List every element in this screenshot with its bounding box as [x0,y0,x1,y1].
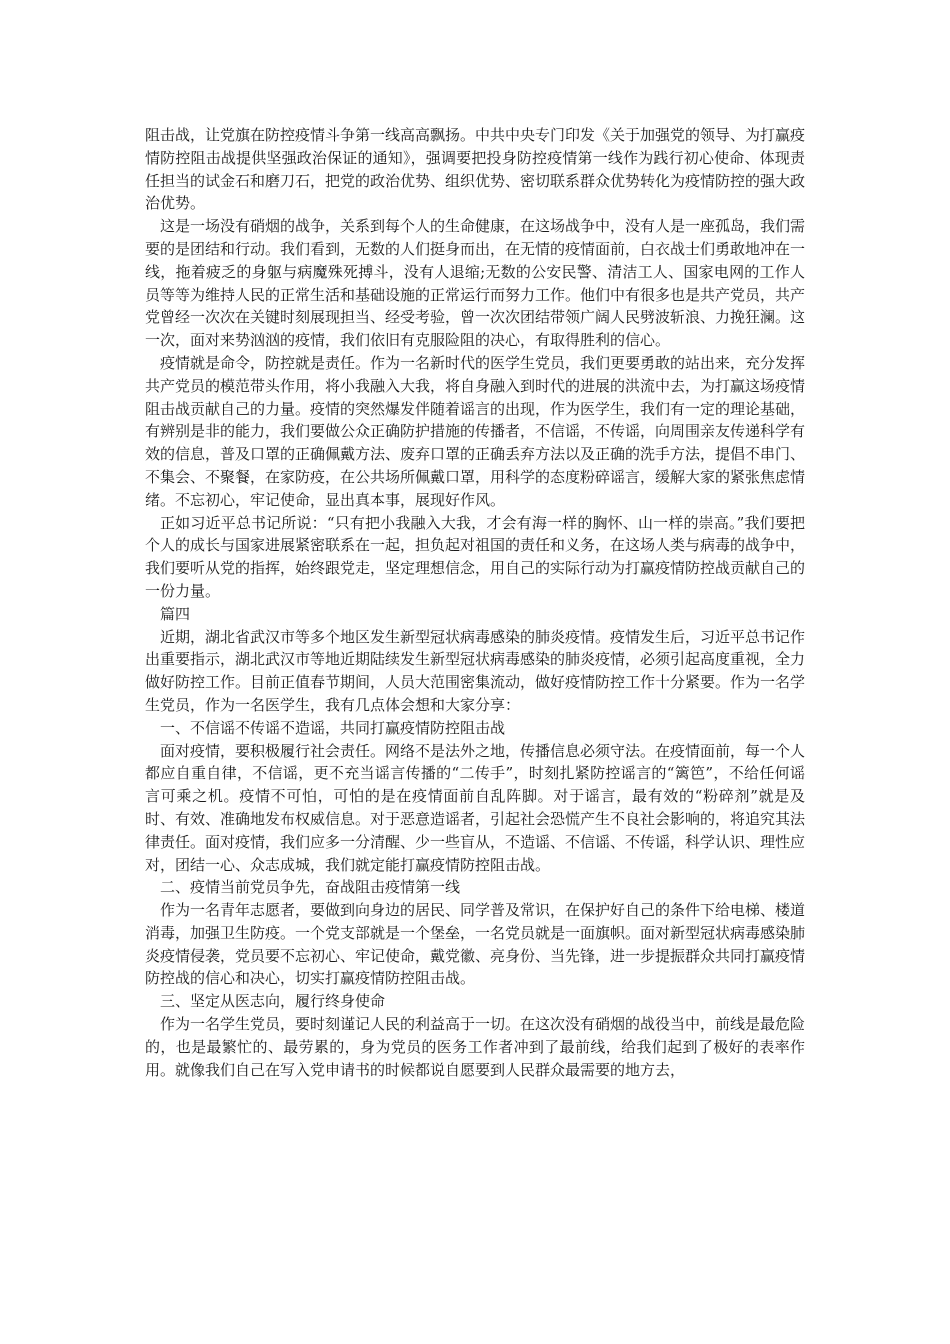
section-heading-3: 三、坚定从医志向，履行终身使命 [160,992,386,1011]
paragraph-3: 疫情就是命令，防控就是责任。作为一名新时代的医学生党员，我们更要勇敢的站出来，充分发挥共产党员的模范带头作用，将小我融入大我，将自身融入到时代的进展的洪流中去，为打赢这场疫情阻击战贡献自己的力量。疫情的突然爆发伴随着谣言的出现，作为医学生，我们有一定的理论基础，有辨别是非的能力，我们要做公众正确防护措施的传播者，不信谣，不传谣，向周围亲友传递科学有效的信息，普及口罩的正确佩戴方法、废弃口罩的正确丢弃方法以及正确的洗手方法，提倡不串门、不集会、不聚餐，在家防疫，在公共场所佩戴口罩，用科学的态度粉碎谣言，缓解大家的紧张焦虑情绪。不忘初心，牢记使命，显出真本事，展现好作风。 [145,353,806,509]
paragraph-8: 作为一名学生党员，要时刻谨记人民的利益高于一切。在这次没有硝烟的战役当中，前线是最危险的，也是最繁忙的、最劳累的，身为党员的医务工作者冲到了最前线，给我们起到了极好的表率作用。就像我们自己在写入党申请书的时候都说自愿要到人民群众最需要的地方去， [145,1015,806,1079]
paragraph-6: 面对疫情，要积极履行社会责任。网络不是法外之地，传播信息必须守法。在疫情面前，每一个人都应自重自律，不信谣，更不充当谣言传播的“二传手”，时刻扎紧防控谣言的“篱笆”，不给任何谣言可乘之机。疫情不可怕，可怕的是在疫情面前自乱阵脚。对于谣言，最有效的“粉碎剂”就是及时、有效、准确地发布权威信息。对于恶意造谣者，引起社会恐慌产生不良社会影响的，将追究其法律责任。面对疫情，我们应多一分清醒、少一些盲从，不造谣、不信谣、不传谣，科学认识、理性应对，团结一心、众志成城，我们就定能打赢疫情防控阻击战。 [145,741,806,874]
paragraph-1: 阻击战，让党旗在防控疫情斗争第一线高高飘扬。中共中央专门印发《关于加强党的领导、为打赢疫情防控阻击战提供坚强政治保证的通知》，强调要把投身防控疫情第一线作为践行初心使命、体现责任担当的试金石和磨刀石，把党的政治优势、组织优势、密切联系群众优势转化为疫情防控的强大政治优势。 [145,126,806,213]
section-heading-1: 一、不信谣不传谣不造谣，共同打赢疫情防控阻击战 [160,718,506,737]
section-heading-2: 二、疫情当前党员争先，奋战阻击疫情第一线 [160,878,461,897]
paragraph-4: 正如习近平总书记所说：“只有把小我融入大我，才会有海一样的胸怀、山一样的崇高。”我们要把个人的成长与国家进展紧密联系在一起，担负起对祖国的责任和义务，在这场人类与病毒的战争中，我们要听从党的指挥，始终跟党走，坚定理想信念，用自己的实际行动为打赢疫情防控战贡献自己的一份力量。 [145,513,806,600]
paragraph-7: 作为一名青年志愿者，要做到向身边的居民、同学普及常识，在保护好自己的条件下给电梯、楼道消毒，加强卫生防疫。一个党支部就是一个堡垒，一名党员就是一面旗帜。面对新型冠状病毒感染肺炎疫情侵袭，党员要不忘初心、牢记使命，戴党徽、亮身份、当先锋，进一步提振群众共同打赢疫情防控战的信心和决心，切实打赢疫情防控阻击战。 [145,901,806,988]
paragraph-5: 近期，湖北省武汉市等多个地区发生新型冠状病毒感染的肺炎疫情。疫情发生后，习近平总书记作出重要指示，湖北武汉市等地近期陆续发生新型冠状病毒感染的肺炎疫情，必须引起高度重视，全力做好防控工作。目前正值春节期间，人员大范围密集流动，做好疫情防控工作十分紧要。作为一名学生党员，作为一名医学生，我有几点体会想和大家分享： [145,627,806,714]
document-page [145,124,805,1081]
paragraph-2: 这是一场没有硝烟的战争，关系到每个人的生命健康，在这场战争中，没有人是一座孤岛，我们需要的是团结和行动。我们看到，无数的人们挺身而出，在无情的疫情面前，白衣战士们勇敢地冲在一线，拖着疲乏的身躯与病魔殊死搏斗，没有人退缩;无数的公安民警、清洁工人、国家电网的工作人员等等为维持人民的正常生活和基础设施的正常运行而努力工作。他们中有很多也是共产党员，共产党曾经一次次在关键时刻展现担当、经受考验，曾一次次团结带领广阔人民劈波斩浪、力挽狂澜。这一次，面对来势汹汹的疫情，我们依旧有克服险阻的决心，有取得胜利的信心。 [145,217,806,350]
section-heading-part-four: 篇四 [160,604,191,623]
